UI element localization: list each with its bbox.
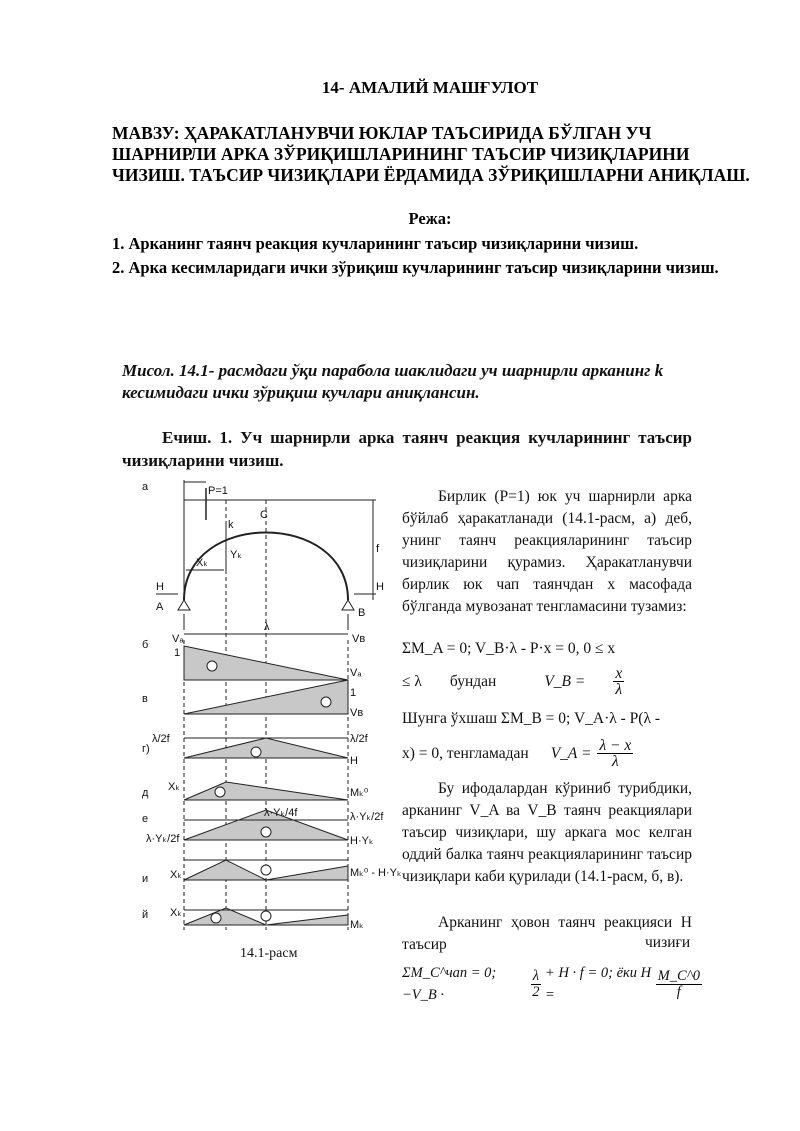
section-label: k [228, 519, 234, 531]
vb-numerator: x [615, 665, 623, 682]
equation-va-row [402, 738, 692, 769]
support-a [178, 600, 190, 610]
row-letter: а [142, 481, 149, 493]
topic-heading: МАВЗУ: ҲАРАКАТЛАНУВЧИ ЮКЛАР ТАЪСИРИДА БЎЛГАН УЧ ШАРНИРЛИ АРКА ЗЎРИҚИШЛАРИНИНГ ТАЪСИР ЧИЗИҚЛАРИНИ ЧИЗИШ. ТАЪСИР ЧИЗИҚЛАРИ ЁРДАМИДА ЗЎРИҚИШЛАРНИ АНИҚЛАШ. [112, 123, 750, 185]
paragraph-unit-load: Бирлик (P=1) юк уч шарнирли арка бўйлаб ҳаракатланади (14.1-расм, а) деб, унинг таянч реакцияларининг таъсир чизиқларини қурамиз. Ҳаракатланувчи бирлик юк чап таянчдан x масофада бўлганда мувозанат тенгламасини тузамиз: [402, 488, 692, 615]
plus-sign-icon [261, 827, 271, 837]
minus-sign-icon [261, 911, 271, 921]
lyk2f-label: λ·Yₖ/2f [350, 811, 384, 823]
vb-lhs: V_B = [544, 672, 586, 690]
solution-heading: Ечиш. 1. Уч шарнирли арка таянч реакция кучларининг таъсир [162, 428, 692, 447]
paragraph-h-reaction-end: чизиғи [645, 934, 691, 951]
example-statement: Мисол. 14.1- расмдаги ўқи парабола шаклидаги уч шарнирли арканинг k кесимидаги ички зўриқиш кучлари аниқлансин. [122, 361, 664, 402]
row-letter: и [142, 873, 149, 885]
plus-sign-icon [215, 787, 225, 797]
va-lhs: V_A = [550, 744, 592, 762]
figure-caption: 14.1-расм [240, 946, 298, 961]
plan-item: 2. Арка кесимларидаги ички зўриқиш кучларининг таъсир чизиқларини чизиш. [112, 258, 719, 277]
mk-label: Mₖ [350, 919, 364, 931]
h-fraction [656, 969, 702, 1000]
vb-denominator: λ [615, 681, 623, 698]
mk-diff-label: Mₖ⁰ - H·Yₖ [350, 867, 402, 879]
page-title: 14- АМАЛИЙ МАШҒУЛОТ [321, 78, 539, 97]
xk-label: Xₖ [196, 557, 209, 569]
mc0-label: Mₖ⁰ [350, 787, 369, 799]
xk-il-label: Xₖ [168, 781, 181, 793]
equation-word: бундан [449, 672, 497, 690]
va-label: Vₐ [172, 633, 184, 645]
eq3-left: ΣM_C^чап = 0; −V_B · [402, 965, 497, 1003]
equation-word: x) = 0, тенгламадан [402, 744, 529, 762]
span-label: λ [264, 621, 270, 633]
il-va-label: Vₐ [350, 667, 362, 679]
plan-title: Режа: [408, 209, 452, 228]
lyk4f-label: λ·Yₖ/4f [264, 807, 298, 819]
row-letter: г) [142, 743, 150, 755]
row-letter: д [142, 787, 149, 799]
vb-fraction [613, 666, 624, 697]
row-letter: б [142, 639, 149, 651]
plus-sign-icon [251, 747, 261, 757]
support-a-label: A [156, 601, 164, 613]
influence-lines-figure [136, 470, 406, 940]
hyk-label: H·Yₖ [350, 835, 374, 847]
va-denominator: λ [611, 753, 619, 770]
vb-label: Vв [352, 633, 366, 645]
unit-label: 1 [350, 687, 357, 699]
eq3-denominator: 2 [532, 983, 540, 1000]
equation-vb-row [402, 666, 692, 697]
minus-sign-icon [261, 865, 271, 875]
support-b-label: B [358, 607, 366, 619]
crown-label: C [260, 509, 268, 521]
plus-sign-icon [321, 697, 331, 707]
eq3-fraction [531, 969, 541, 1000]
row-letter: в [142, 693, 148, 705]
va-fraction [597, 738, 633, 769]
h-numerator: M_C^0 [657, 967, 700, 984]
load-label: P=1 [208, 485, 228, 497]
il-vb-label: Vв [350, 707, 364, 719]
solution-heading-tail: чизиқларини чизиш. [122, 451, 284, 470]
va-numerator: λ − x [599, 737, 632, 754]
equation-range: ≤ λ [402, 672, 422, 690]
eq3-numerator: λ [532, 967, 540, 984]
plan-list [112, 232, 752, 280]
plan-item: 1. Арканинг таянч реакция кучларининг таъсир чизиқларини чизиш. [112, 234, 639, 253]
h-label: H [376, 581, 384, 593]
row-letter: й [142, 909, 149, 921]
equation-moment-b: Шунга ўхшаш ΣM_B = 0; V_A·λ - P(λ - [402, 710, 661, 727]
equation-moment-a: ΣM_A = 0; V_B·λ - P·x = 0, 0 ≤ x [402, 640, 616, 657]
yk-label: Yₖ [230, 549, 243, 561]
h-denominator: f [676, 983, 681, 1000]
l2f-label: λ/2f [152, 733, 170, 745]
il-mk0 [184, 782, 348, 800]
xk-il-label: Xₖ [170, 907, 183, 919]
equation-h-row [402, 962, 702, 1006]
h-il-label: H [350, 755, 358, 767]
plus-sign-icon [211, 913, 221, 923]
plus-sign-icon [207, 661, 217, 671]
paragraph-conclusion: Бу ифодалардан кўриниб турибдики, арканинг V_A ва V_B таянч реакциялари таъсир чизиқлари, шу аркага мос келган оддий балка таянч реакцияларининг таъсир чизиқлари каби қурилади (14.1-расм, б, в). [402, 780, 692, 885]
rise-label: f [376, 543, 380, 555]
eq3-mid: + H · f = 0; ёки H = [545, 965, 652, 1003]
xk-il-label: Xₖ [170, 869, 183, 881]
row-letter: е [142, 813, 149, 825]
paragraph-h-reaction: Арканинг ҳовон таянч реакцияси H таъсир [402, 914, 692, 953]
support-b [342, 600, 354, 610]
h-label: H [156, 581, 164, 593]
lyk2f-label: λ·Yₖ/2f [146, 833, 180, 845]
unit-label: 1 [174, 647, 181, 659]
il-h [184, 738, 348, 758]
l2f-label: λ/2f [350, 733, 368, 745]
